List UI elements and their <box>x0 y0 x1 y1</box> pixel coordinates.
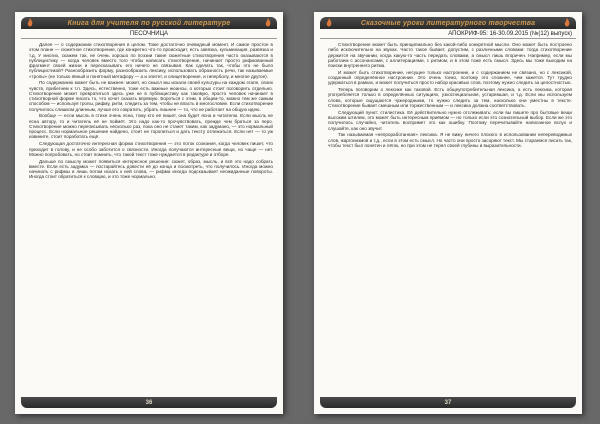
paragraph: Вообще — если мысль в стихе очень ясна, тому кто её пишет, она будет ясна и читателю. Если мысль не ясна автору, то и читатель её не поймёт. Это надо как-то прочувствовать, прежде чем браться за перо. Стихотворение можно переписывать несколько раз, пока оно не станет таким, как задумано, — это нормальный процесс. Если нормальное решение найдено, стоит не торопиться и дать тексту отлежаться. Если нет — то уж извините, стоит поработать ещё. <box>29 113 273 140</box>
flame-ornament-icon <box>324 17 334 29</box>
right-subheader: АПОКРИФ-95: 16-30.09.2015 (№(12) выпуск) <box>320 29 576 39</box>
right-page-header <box>320 17 576 29</box>
left-subheader: ПЕСОЧНИЦА <box>21 29 277 39</box>
paragraph: Следующий пункт: стилистика. Её действительно нужно отслеживать: если вы пишете про бытовые вещи высоким штилем, это может быть интересным приёмом — но только если это сознательный выбор. Если же это получилось случайно, читатель воспримет это как ошибку. Поэтому перечитывайте написанное вслух и слушайте, как оно звучит. <box>328 109 572 131</box>
right-page-body <box>328 42 572 392</box>
page-number: 36 <box>145 399 153 406</box>
left-header-title: Книга для учителя по русской литературе <box>67 19 231 27</box>
flame-ornament-icon <box>25 17 35 29</box>
left-page-footer <box>21 397 277 408</box>
paragraph: И может быть стихотворение, несущее только настроение, и с содержанием не связано, но с лексикой, созданный определённое настроение. Это очень тонко, поэтому это сложнее, чем кажется. Тут трудно удержаться в рамках, и может получиться просто набор красивых слов, поэтому нужно следить за целостностью. <box>328 69 572 86</box>
left-page <box>15 12 283 414</box>
paragraph: Дальше по смыслу может появиться интересное решение: сюжет, образ, мысль, и всё это надо собрать вместе. Если есть задумка — постарайтесь довести её до конца и посмотреть, что получилось. Иногда можно начинать с рифмы и лишь потом искать к ней слова, — рифма иногда подсказывает неожиданные повороты. Иногда стоит обратиться к словарю, и это тоже нормально. <box>29 158 273 180</box>
paragraph: Теперь поговорим о лексике как таковой. Есть общеупотребительная лексика, а есть лексика, которая употребляется только в определённых ситуациях, узкоспециальная, устаревшая, и т.д. Если мы используем слова, которые ощущаются чужеродными, то нужно следить за тем, насколько они уместны в тексте. Стихотворение бывает смешным или торжественным — и лексика должна соответствовать. <box>328 87 572 108</box>
paragraph: Так называемая «непроработанная» лексика. Я не вижу ничего плохого в использовании непереводимых слов, жаргонизмов и т.д., если в этом есть смысл. Но часто они просто засоряют текст. Мы стараемся писать так, чтобы текст был понятен и лёгок, но при этом не терял своей глубины и выразительности. <box>328 132 572 148</box>
right-header-title: Сказочные уроки литературного творчества <box>360 19 536 27</box>
paragraph: По содержанию может быть не важнее: может, но смысл мы искали своей культуры на каждом этапе, своих чувств, прибегнем к т.п. Здесь, естественно, тоже есть важные нюансы, о которых стоит поговорить отдельно. Стихотворение может превратиться здесь уже не в публицистику как таковую, просто человек начинает в стихотворной форме писать то, что хочет сказать впрямую. Бороться с этим, в общем-то, можно тем же самым способом — используя тропы, рифму, ритм, следить за тем, чтобы не впасть в многословие. Если стихотворение получилось слишком длинным, лучше его сократить, убрать лишнее — то, что не работает на общую идею. <box>29 80 273 112</box>
right-page-footer <box>320 397 576 408</box>
paragraph: Стихотворение может быть принципиально без какой-либо конкретной мысли. Оно может быть построено либо исключительно на звуках. Часто такое бывает, допустим, с различными словами: тогда стихотворение держится на звучании, когда какую-то часть передать словами, а смысл лишь вторичен. Например, если мы работаем с ассонансами, с аллитерациями, с ритмом, и в этом тоже есть смысл. Здесь мы тоже выходим на поиски внутреннего ритма. <box>328 42 572 68</box>
right-page <box>314 12 582 414</box>
paragraph: Далее — о содержании стихотворения в целом. Тоже достаточно очевидный момент. И самое простое в этом плане — сюжетное стихотворение, где конкретно что-то происходит, есть завязка, кульминация, развязка и т.д. У многих, скажем так, не очень хорошо по поэзии такие сюжетные стихотворения часто оказываются в публицистику — когда человек вместо того чтобы написать стихотворение, начинает просто рифмованный фрагмент своей жизни и пересказывать его ничего не связывая. Как сделать так, чтобы это не было публицистикой? Разнообразить форму, разнообразить лексику, использовать образность речи, так называемые «тропы» (не только явный и понятный метафору — а и эпитет, и олицетворение, и гиперболу, и многое другое). <box>29 42 273 79</box>
flame-ornament-icon <box>263 17 273 29</box>
left-page-header <box>21 17 277 29</box>
paragraph: Следующая достаточно интересная форма стихотворения — это поток сознания, когда человек пишет, что приходит в голову, и не особо заботится о связности. Иногда получаются интересные вещи, но чаще — нет. Можно попробовать, но стоит помнить, что такой текст тоже нуждается в редактуре и отборе. <box>29 141 273 157</box>
left-page-body <box>29 42 273 392</box>
page-number: 37 <box>444 399 452 406</box>
flame-ornament-icon <box>562 17 572 29</box>
